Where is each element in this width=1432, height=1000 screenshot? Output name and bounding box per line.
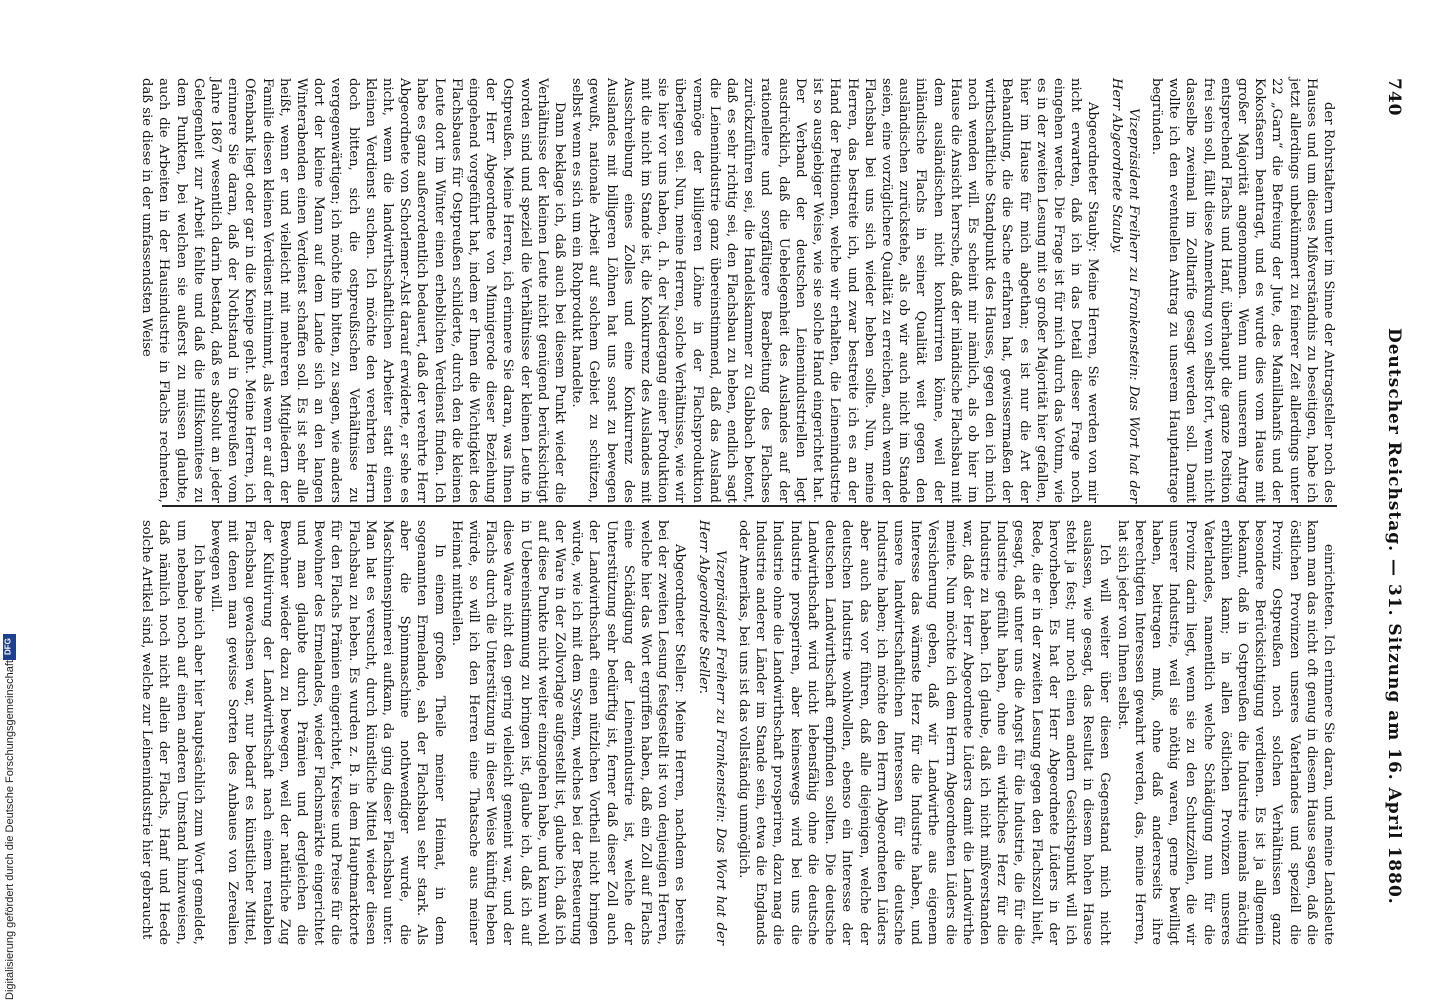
page-header [1372,78,1412,958]
speaker-heading: Vizepräsident Freiherr zu Frankenstein: Das Wort hat der Herr Abgeordnete Stauby. [1108,78,1141,503]
credit-text: Digitalisierung gefördert durch die Deutsche Forschungsgemeinschaft [4,660,16,1000]
scanned-page [132,0,1432,1000]
page-number: 740 [1384,78,1404,117]
text-column-right [139,520,1337,945]
paragraph: In einem großen Theile meiner Heimat, in dem sogenannten Ermelande, sah der Flachsbau sehr stark. Als aber die Spinnmaschine nothwendiger wurde, die Maschinenspinnerei aufkam, da ging dieser Flachsbau unter. Man hat es versucht, durch künstliche Mittel wieder diesen Flachsbau zu heben. Es wurden z. B. in dem Hauptmarktorte für den Flachs Prämien eingerichtet, Kreise und Preise für die Bewohner des Ermelandes, wieder Flachsmärkte eingerichtet und man glaubte durch Prämien und dergleichen die Bewohner wieder dazu zu bewegen, weil der natürliche Zug der Kultivirung der Landwirthschaft nach einem rentablen Flachsbau gewachsen war, nur bedarf es künstlicher Mittel, mit denen man gewisse Sorten des Anbaues von Zerealien bewegen will. [208,520,447,945]
paragraph: Abgeordneter Steller: Meine Herren, nachdem es bereits bei der zweiten Lesung festgestellt ist von denjenigen Herren, welche hier das Wort ergriffen haben, daß ein Zoll auf Flachs eine Schädigung der Leinenindustrie ist, welche der Unterstützung sehr bedürftig ist, ferner daß dieser Zoll auch der Landwirthschaft einen nützlichen Vortheil nicht bringen würde, wie ich mit dem System, welches bei der Besteuerung der Ware in der Zollvorlage aufgestellt ist, glaube ich, daß ich auf diese Punkte nicht weiter einzugehen habe, und kann wohl in Uebereinstimmung zu bringen ist, glaube ich, daß ich auf diese Ware nicht den gering vielleicht gemeint war, und der Flachs durch die Unterstützung in dieser Weise künftig heben würde, so will ich den Herren eine Thatsache aus meiner Heimat mittheilen. [448,520,688,945]
paragraph: Ich will weiter über diesen Gegenstand mich nicht auslassen, wie gesagt, das Resultat in diesem hohen Hause steht ja fest; nur noch einen andern Gesichtspunkt will ich hervorheben. Es hat der Herr Abgeordnete Lüders in der Rede, die er in der zweiten Lesung gegen den Flachszoll hielt, gesagt, daß unter uns die Angst für die Industrie, die für die Industrie gefühlt haben, ohne ein wirkliches Herz für die Industrie zu haben. Ich glaube, daß ich nicht mißverstanden war, daß der Herr Abgeordnete Lüders damit die Landwirthe meinte. Nun möchte ich dem Herrn Abgeordneten Lüders die Versicherung geben, daß wir Landwirthe aus eigenem Interesse das wärmste Herz für die Industrie haben, und unsere landwirtschaftlichen Interessen für die deutsche Industrie haben; ich möchte den Herrn Abgeordneten Lüders aber auch das vor führen, daß alle diejenigen, welche der deutschen Industrie wohlwollen, ebenso ein Interesse der deutschen Landwirthschaft empfinden sollten. Die deutsche Landwirthschaft wird nicht lebensfähig ohne die deutsche Industrie prosperiren, aber keineswegs wird bei uns die Industrie ohne die Landwirthschaft prosperiren, dazu mag die Industrie anderer Länder im Stande sein, etwa die Englands oder Amerikas, bei uns ist das vollständig unmöglich. [736,520,1113,945]
paragraph: einrichteten. Ich erinnere Sie daran, und meine Landsleute kann man das nicht oft genug in diesem Hause sagen, daß die östlichen Provinzen unseres Vaterlandes und speziell die Provinz Ostpreußen noch solchen Verhältnissen ganz besondere Berücksichtigung verdienen. Es ist ja allgemein bekannt, daß in Ostpreußen die Industrie niemals mächtig erblühen kann; in allen östlichen Provinzen unseres Vaterlandes, namentlich welche Schädigung nun für die Provinz darin liegt, wenn sie zu den Schutzzöllen, die wir unserer Industrie, weil sie nöthig waren, gerne bewilligt haben, beitragen muß, ohne daß andererseits ihre berechtigten Interessen gewahrt werden, das, meine Herren, hat sich jeder von Ihnen selbst. [1114,520,1336,945]
digitization-credit [3,40,17,1000]
speaker-heading: Vizepräsident Freiherr zu Frankenstein: Das Wort hat der Herr Abgeordnete Steller. [695,520,728,945]
text-column-left [139,78,1337,503]
column-divider [162,505,1337,507]
paragraph: der Rohrstaltern unter im Sinne der Antragsteller noch des Hauses und um dieses Mißverständnis zu beseitigen, habe ich jetzt allerdings unbekümmert zu feinerer Zeit allerdings unter 22 „Garn“ die Befreiung der Jute, des Manillahanfs und der Kokosfasern beantragt, und es wurde dies vom Hause mit großer Majorität angenommen. Wenn nun unserem Antrag entsprechend Flachs und Hanf, überhaupt die ganze Position frei sein soll, fällt diese Anmerkung von selbst fort, wenn nicht dasselbe zweimal im Zolltarife gesagt werden soll. Damit wollte ich den eventuellen Antrag zu unserem Hauptantrage begründen. [1148,78,1336,503]
paragraph: Dann beklage ich, daß auch bei diesem Punkt wieder die Verhältnisse der kleinen Leute nicht genügend berücksichtigt worden sind und speziell die Verhältnisse der kleinen Leute in Ostpreußen. Meine Herren, ich erinnere Sie daran, was Ihnen der Herr Abgeordnete von Minnigerode dieser Beziehung eingehend vorgeführt hat, indem er Ihnen die Wichtigkeit des Flachsbaues für Ostpreußen schilderte, durch den die kleinen Leute dort im Winter einen erheblichen Verdienst finden. Ich habe es ganz außerordentlich bedauert, daß der verehrte Herr Abgeordnete von Schorlemer-Alst darauf erwiderte, er sehe es nicht, wenn die landwirthschaftlichen Arbeiter statt einen kleinen Verdienst suchen. Ich möchte den verehrten Herrn doch bitten, sich die ostpreußischen Verhältnisse zu vergegenwärtigen; ich möchte ihn bitten, zu sagen, wie anders dort der kleine Mann auf dem Lande sich an den langen Winterabenden einen Verdienst schaffen soll. Es ist sehr alle heißt, wenn er und vielleicht mit mehreren Mitgliedern der Familie diesen kleinen Verdienst mitnimmt, als wenn er auf der Ofenbank liegt oder gar in die Kneipe geht. Meine Herren, ich erinnere Sie daran, daß der Nothstand in Ostpreußen vom Jahre 1867 wesentlich darin bestand, daß es absolut an jeder Gelegenheit zur Arbeit fehlte und daß die Hilfskomitees zu dem Punkten, bei welchen sie außerst zu müssen glaubte, auch die Arbeiten in der Hausindustrie in Flachs rechneten, daß sie diese in der umfassendsten Weise [139,78,568,503]
paragraph: Abgeordneter Stauby: Meine Herren, Sie werden von mir nicht erwarten, daß ich in das Detail dieser Frage noch eingehen werde. Die Frage ist für mich durch das Votum, wie es in der zweiten Lesung mit so großer Majorität hier gefallen, hier im Hause für mich abgethan; es ist nur die Art der Behandlung, die die Sache erfahren hat, gewissermaßen der wirthschaftliche Standpunkt des Hauses, gegen den ich mich noch wenden will. Es scheint mir nämlich, als ob hier im Hause die Ansicht herrsche, daß der inländische Flachsbau mit dem ausländischen nicht konkurriren könne, weil der inländische Flachs in seiner Qualität weit gegen den ausländischen zurückstehe, als ob wir auch nicht im Stande seien, eine vorzüglichere Qualität zu erreichen, auch wenn der Flachsbau bei uns sich wieder heben sollte. Nun, meine Herren, das bestreite ich, und zwar bestreite ich es an der Hand der Petitionen, welche wir erhalten, die Leinenindustrie ist so ausgiebiger Weise, wie sie solche Hand eingerichtet hat. Der Verband der deutschen Leinenindustriellen legt ausdrücklich, daß die Uebelegenheit des Auslandes auf der rationellere und sorgfältigere Bearbeitung des Flachses zurückzuführen sei, die Handelskammer zu Glabbach betont, daß es sehr richtig sei, den Flachsbau zu heben, endlich sagt die Leinenindustrie ganz übereinstimmend, daß das Ausland vermöge der billigeren Löhne in der Flachsproduktion überlegen sei. Nun, meine Herren, solche Verhältnisse, wie wir sie hier vor uns haben, d. h. der Niedergang einer Produktion mit die nicht im Stande ist, die Konkurrenz des Auslandes mit Ausschreibung eines Zolles und eine Konkurrenz des Auslandes mit billigeren Löhnen hat uns sonst zu bewegen gewußt, nationale Arbeit auf solchem Gebiet zu schützen, selbst wenn es sich um ein Rohprodukt handelte. [569,78,1101,503]
paragraph: Ich habe mich aber hier hauptsächlich zum Wort gemeldet, um nebenbei noch auf einen anderen Umstand hinzuweisen, daß nämlich noch nicht allein der Flachs, Hanf und Heede solche Artikel sind, welche zur Leinenindustrie hier gebraucht [139,520,206,945]
running-title: Deutscher Reichstag. — 31. Sitzung am 16. April 1880. [1384,328,1404,905]
dfg-logo: DFG [4,634,17,660]
